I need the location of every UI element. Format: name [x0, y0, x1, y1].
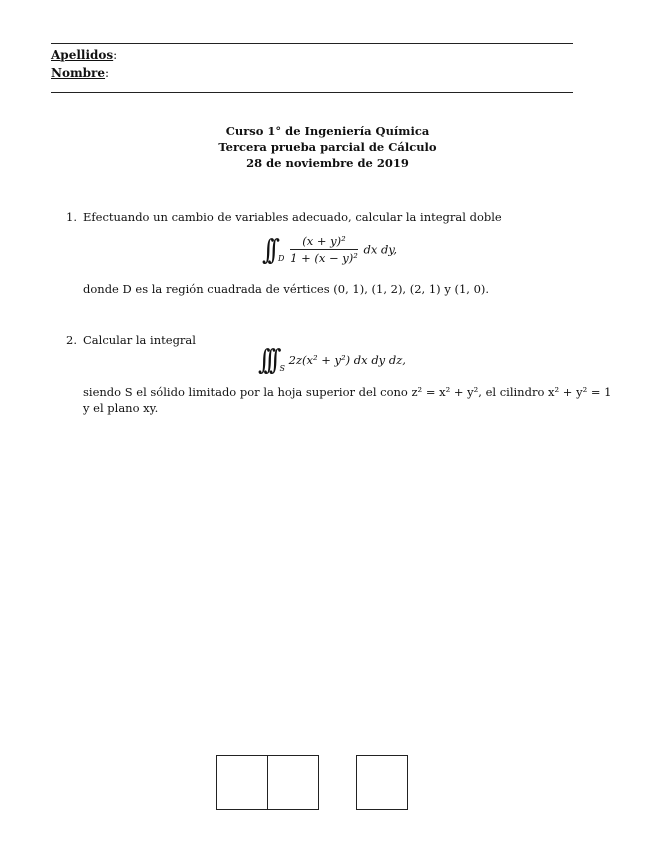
double-integral-sign: ∫∫ [262, 233, 274, 266]
grade-box-1[interactable] [216, 755, 268, 810]
top-rule [51, 43, 573, 44]
grade-box-2[interactable] [267, 755, 319, 810]
fraction-numerator: (x + y)² [290, 234, 358, 250]
exam-title [0, 123, 655, 171]
course-line: Curso 1° de Ingeniería Química [225, 124, 430, 138]
grade-box-total[interactable] [356, 755, 408, 810]
surname-label: Apellidos [51, 48, 114, 62]
date-line: 28 de noviembre de 2019 [246, 156, 409, 170]
header-bottom-rule [51, 92, 573, 93]
triple-integral-sign: ∫∫∫ [258, 343, 275, 377]
fraction-denominator: 1 + (x − y)² [290, 251, 358, 265]
name-label: Nombre [51, 66, 106, 80]
surname-colon: : [113, 48, 118, 62]
exam-name-line: Tercera prueba parcial de Cálculo [218, 140, 437, 154]
question-1-tail: donde D es la región cuadrada de vértices (0, 1), (1, 2), (2, 1) y (1, 0). [83, 282, 490, 296]
differentials-q1: dx dy, [363, 242, 398, 257]
integral-domain-d: D [278, 253, 285, 263]
question-2-number: 2. [66, 333, 77, 347]
integrand-q2: 2z(x² + y²) dx dy dz, [288, 353, 406, 367]
name-colon: : [105, 66, 110, 80]
question-2-tail-line-2: y el plano xy. [83, 401, 159, 415]
question-2-intro: Calcular la integral [83, 333, 196, 347]
integrand-fraction [290, 234, 358, 265]
question-1-number: 1. [66, 210, 77, 224]
question-1-intro: Efectuando un cambio de variables adecuado, calcular la integral doble [83, 210, 502, 224]
question-2-formula [258, 343, 406, 377]
question-2-tail-line-1: siendo S el sólido limitado por la hoja superior del cono z² = x² + y², el cilindro x² + y² = 1 [83, 385, 612, 399]
name-field [51, 66, 109, 80]
surname-field [51, 48, 117, 62]
question-1-formula [262, 234, 397, 265]
integral-domain-s: S [279, 364, 285, 373]
